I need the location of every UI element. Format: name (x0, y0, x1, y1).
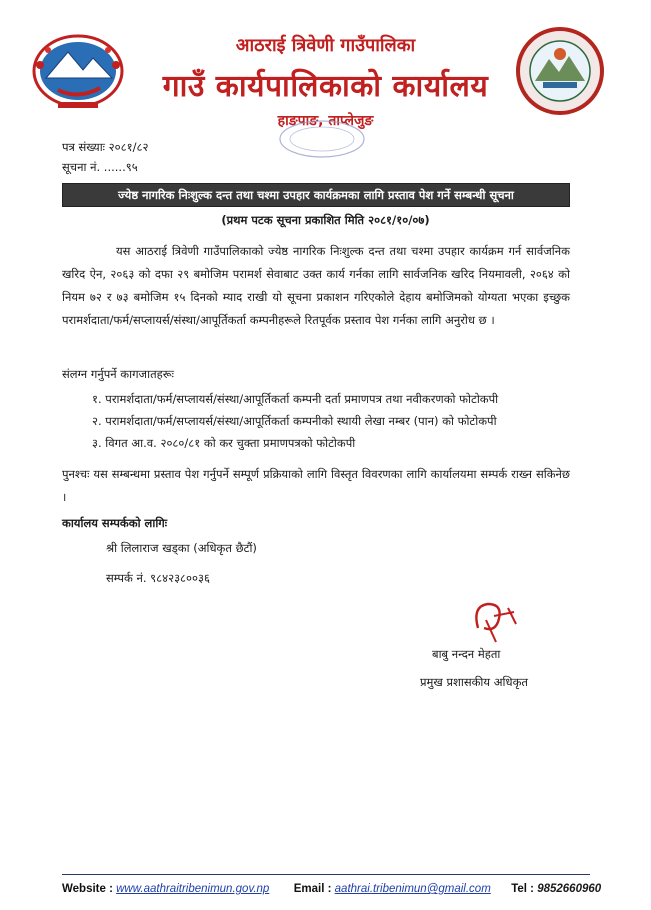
letter-number-value: २०८१/८२ (108, 140, 149, 154)
notice-number (62, 160, 138, 175)
municipality-name: आठराई त्रिवेणी गाउँपालिका (235, 35, 416, 56)
body-paragraph: यस आठराई त्रिवेणी गाउँपालिकाको ज्येष्ठ नागरिक निःशुल्क दन्त तथा चश्मा उपहार कार्यक्रम गर्न सार्वजनिक खरिद ऐन, २०६३ को दफा २९ बमोजिम परामर्श सेवाबाट उक्त कार्य गर्नका लागि सार्वजनिक खरिद नियमावली, २०६४ को नियम ७२ र ७३ बमोजिम १५ दिनको म्याद राखी यो सूचना प्रकाशन गरिएकोले देहाय बमोजिमको योग्यता भएका इच्छुक परामर्शदाता/फर्म/सप्लायर्स/संस्था/आपूर्तिकर्ता कम्पनीहरूले रितपूर्वक प्रस्ताव पेश गर्नका लागि अनुरोध छ । (62, 244, 570, 327)
notice-title-banner: ज्येष्ठ नागरिक निःशुल्क दन्त तथा चश्मा उपहार कार्यक्रमका लागि प्रस्ताव पेश गर्ने सम्बन्धी सूचना (62, 183, 570, 207)
contact-heading: कार्यालय सम्पर्कको लागिः (62, 516, 168, 530)
website-link[interactable]: www.aathraitribenimun.gov.np (116, 883, 270, 895)
notice-body (62, 240, 570, 332)
tel-label: Tel : (511, 883, 534, 895)
contact-phone: सम्पर्क नं. ९८४२३८००३६ (106, 571, 210, 585)
email-link[interactable]: aathrai.tribenimun@gmail.com (334, 883, 491, 895)
website-label: Website : (62, 883, 113, 895)
attachment-item-3: ३. विगत आ.व. २०८०/८१ को कर चुक्ता प्रमाणपत्रको फोटोकपी (92, 436, 356, 450)
tel-number: 9852660960 (537, 883, 602, 895)
notice-number-value: ......९५ (103, 160, 138, 174)
office-address: हाङपाङ, ताप्लेजुङ (277, 113, 374, 129)
footer (62, 883, 601, 895)
contact-person: श्री लिलाराज खड्का (अधिकृत छैटौं) (106, 541, 257, 555)
signatory-title: प्रमुख प्रशासकीय अधिकृत (420, 675, 528, 689)
postscript (62, 463, 570, 509)
office-stamp (276, 117, 368, 161)
office-name: गाउँ कार्यपालिकाको कार्यालय (162, 69, 489, 104)
attachment-item-1: १. परामर्शदाता/फर्म/सप्लायर्स/संस्था/आपूर्तिकर्ता कम्पनी दर्ता प्रमाणपत्र तथा नवीकरणको फोटोकपी (92, 392, 499, 406)
email-label: Email : (293, 883, 332, 895)
letter-number-label: पत्र संख्याः (62, 140, 106, 154)
letter-number (62, 140, 148, 155)
footer-divider (62, 874, 590, 875)
postscript-text: पुनश्चः यस सम्बन्धमा प्रस्ताव पेश गर्नुपर्ने सम्पूर्ण प्रक्रियाको लागि विस्तृत विवरणका लागि कार्यालयमा सम्पर्क राख्न सकिनेछ । (62, 467, 570, 504)
attachments-heading: संलग्न गर्नुपर्ने कागजातहरूः (62, 367, 174, 381)
notice-number-label: सूचना नं. (62, 160, 101, 174)
attachment-item-2: २. परामर्शदाता/फर्म/सप्लायर्स/संस्था/आपूर्तिकर्ता कम्पनीको स्थायी लेखा नम्बर (पान) को फोटोकपी (92, 414, 497, 428)
signatory-name: बाबु नन्दन मेहता (432, 647, 501, 661)
publication-date-note: (प्रथम पटक सूचना प्रकाशित मिति २०८१/१०/०७) (221, 213, 430, 227)
